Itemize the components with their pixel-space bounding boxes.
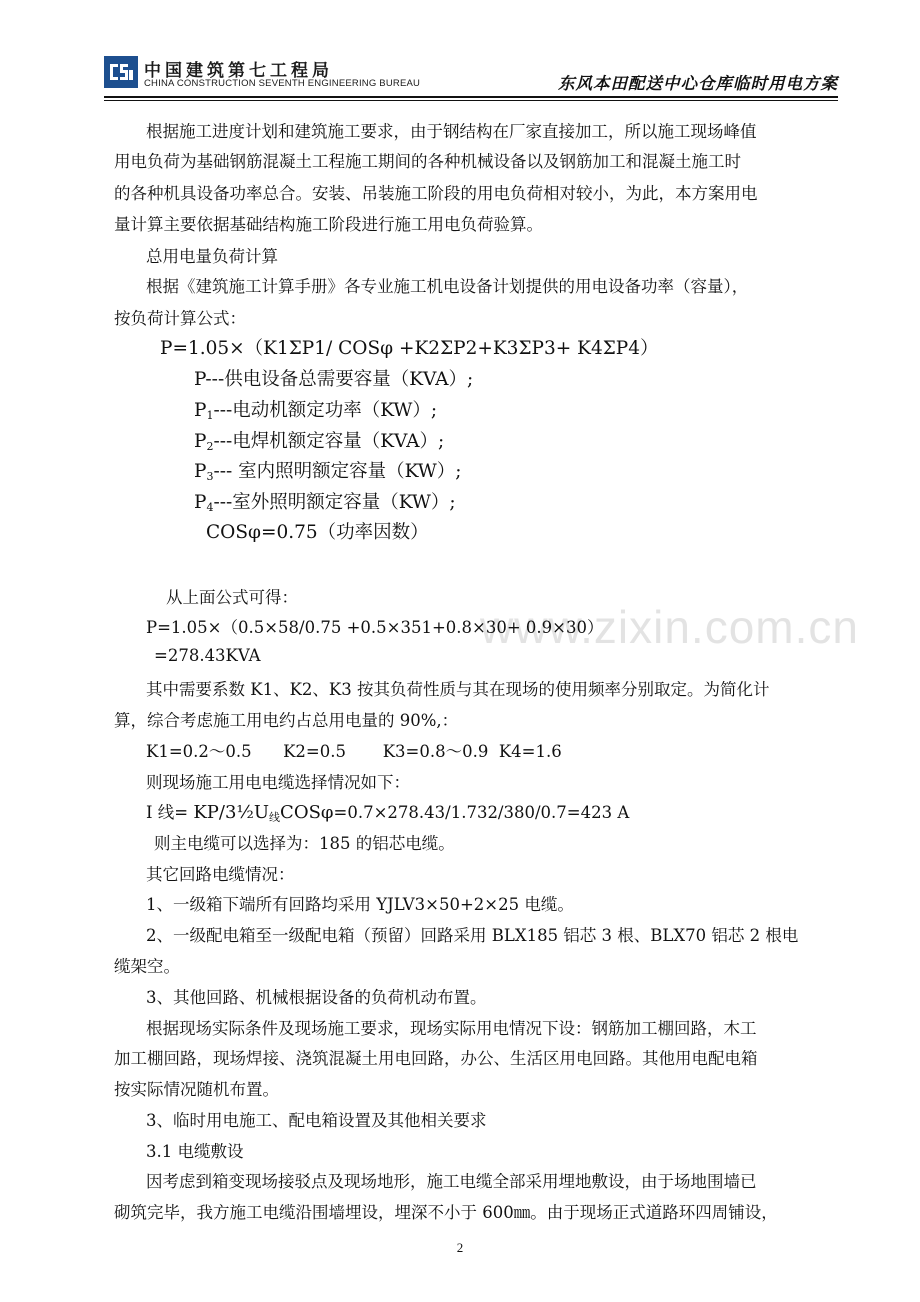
paragraph-line: 因考虑到箱变现场接驳点及现场地形，施工电缆全部采用埋地敷设，由于场地围墙已 [146, 1172, 757, 1191]
formula-part: KP/3½U [193, 802, 270, 823]
paragraph-line: 按负荷计算公式： [114, 309, 246, 328]
definition-p2 [194, 427, 444, 453]
page-header [104, 50, 838, 96]
org-name-en: CHINA CONSTRUCTION SEVENTH ENGINEERING BUREAU [144, 78, 421, 89]
definition-p1 [194, 396, 437, 422]
list-item-continuation: 缆架空。 [114, 957, 180, 976]
formula-part: =0.7×278.43/1.732/380/0.7=423 A [333, 803, 630, 822]
calculation-line: P=1.05×（0.5×58/0.75 +0.5×351+0.8×30+ 0.9×30） [146, 618, 604, 637]
paragraph-line: 则主电缆可以选择为：185 的铝芯电缆。 [154, 834, 455, 853]
list-item: 1、一级箱下端所有回路均采用 YJLV3×50+2×25 电缆。 [146, 895, 574, 914]
formula: P=1.05×（K1ΣP1/ COSφ +K2ΣP2+K3ΣP3+ K4ΣP4） [160, 338, 659, 359]
symbol: P [194, 431, 207, 452]
symbol: P [194, 400, 207, 421]
paragraph-line: 量计算主要依据基础结构施工阶段进行施工用电负荷验算。 [114, 215, 543, 234]
symbol: P [194, 492, 207, 513]
formula-part: I 线= [146, 803, 194, 822]
subscript: 3 [206, 470, 214, 483]
paragraph-line: 从上面公式可得： [166, 588, 298, 607]
subscript: 线 [269, 811, 281, 824]
paragraph-line: 用电负荷为基础钢筋混凝土工程施工期间的各种机械设备以及钢筋加工和混凝土施工时 [114, 152, 741, 171]
formula-part: COSφ [280, 802, 334, 823]
paragraph-line: 砌筑完毕，我方施工电缆沿围墙埋设，埋深不小于 600㎜。由于现场正式道路环四周铺设， [114, 1203, 778, 1222]
section-heading: 3、临时用电施工、配电箱设置及其他相关要求 [146, 1111, 487, 1130]
paragraph-line: 算，综合考虑施工用电约占总用电量的 90%,： [114, 711, 459, 730]
list-item: 2、一级配电箱至一级配电箱（预留）回路采用 BLX185 铝芯 3 根、BLX70 铝芯 2 根电 [146, 926, 799, 945]
paragraph-line: 的各种机具设备功率总合。安装、吊装施工阶段的用电负荷相对较小，为此，本方案用电 [114, 184, 758, 203]
definition-text: ---电焊机额定容量（KVA）; [213, 431, 445, 452]
org-name-cn: 中国建筑第七工程局 [144, 61, 333, 81]
definition-cos: COSφ=0.75（功率因数） [206, 522, 429, 543]
symbol: P [194, 461, 207, 482]
definition-text: ---室外照明额定容量（KW）; [213, 492, 456, 513]
company-logo [104, 56, 138, 88]
paragraph-line: 其中需要系数 K1、K2、K3 按其负荷性质与其在现场的使用频率分别取定。为简化计 [146, 680, 770, 699]
coefficient-line: K1=0.2～0.5 K2=0.5 K3=0.8～0.9 K4=1.6 [146, 742, 562, 761]
document-title: 东风本田配送中心仓库临时用电方案 [558, 74, 838, 93]
subsection-heading: 3.1 电缆敷设 [146, 1142, 244, 1161]
list-item: 3、其他回路、机械根据设备的负荷机动布置。 [146, 988, 487, 1007]
subscript: 4 [206, 501, 214, 514]
current-formula [146, 799, 629, 825]
paragraph-line: 按实际情况随机布置。 [114, 1080, 279, 1099]
paragraph-line: 则现场施工用电电缆选择情况如下： [146, 773, 410, 792]
definition-p: P---供电设备总需要容量（KVA）; [194, 369, 474, 390]
calculation-result: =278.43KVA [154, 646, 261, 665]
header-rule-thin [104, 100, 838, 101]
definition-text: --- 室内照明额定容量（KW）; [213, 461, 462, 482]
header-rule-thick [104, 96, 838, 98]
subscript: 2 [206, 440, 214, 453]
paragraph-line: 根据《建筑施工计算手册》各专业施工机电设备计划提供的用电设备功率（容量）， [146, 277, 749, 296]
definition-p3 [194, 457, 462, 483]
definition-p4 [194, 488, 456, 514]
watermark: www.zixin.com.cn [480, 601, 859, 653]
paragraph-line: 根据现场实际条件及现场施工要求，现场实际用电情况下设：钢筋加工棚回路，木工 [146, 1019, 757, 1038]
paragraph-line: 其它回路电缆情况： [146, 865, 295, 884]
page-number: 2 [456, 1240, 464, 1255]
paragraph-line: 根据施工进度计划和建筑施工要求，由于钢结构在厂家直接加工，所以施工现场峰值 [146, 122, 757, 141]
definition-text: ---电动机额定功率（KW）; [213, 400, 438, 421]
subscript: 1 [206, 409, 214, 422]
section-heading: 总用电量负荷计算 [146, 247, 278, 266]
paragraph-line: 加工棚回路，现场焊接、浇筑混凝土用电回路，办公、生活区用电回路。其他用电配电箱 [114, 1049, 758, 1068]
